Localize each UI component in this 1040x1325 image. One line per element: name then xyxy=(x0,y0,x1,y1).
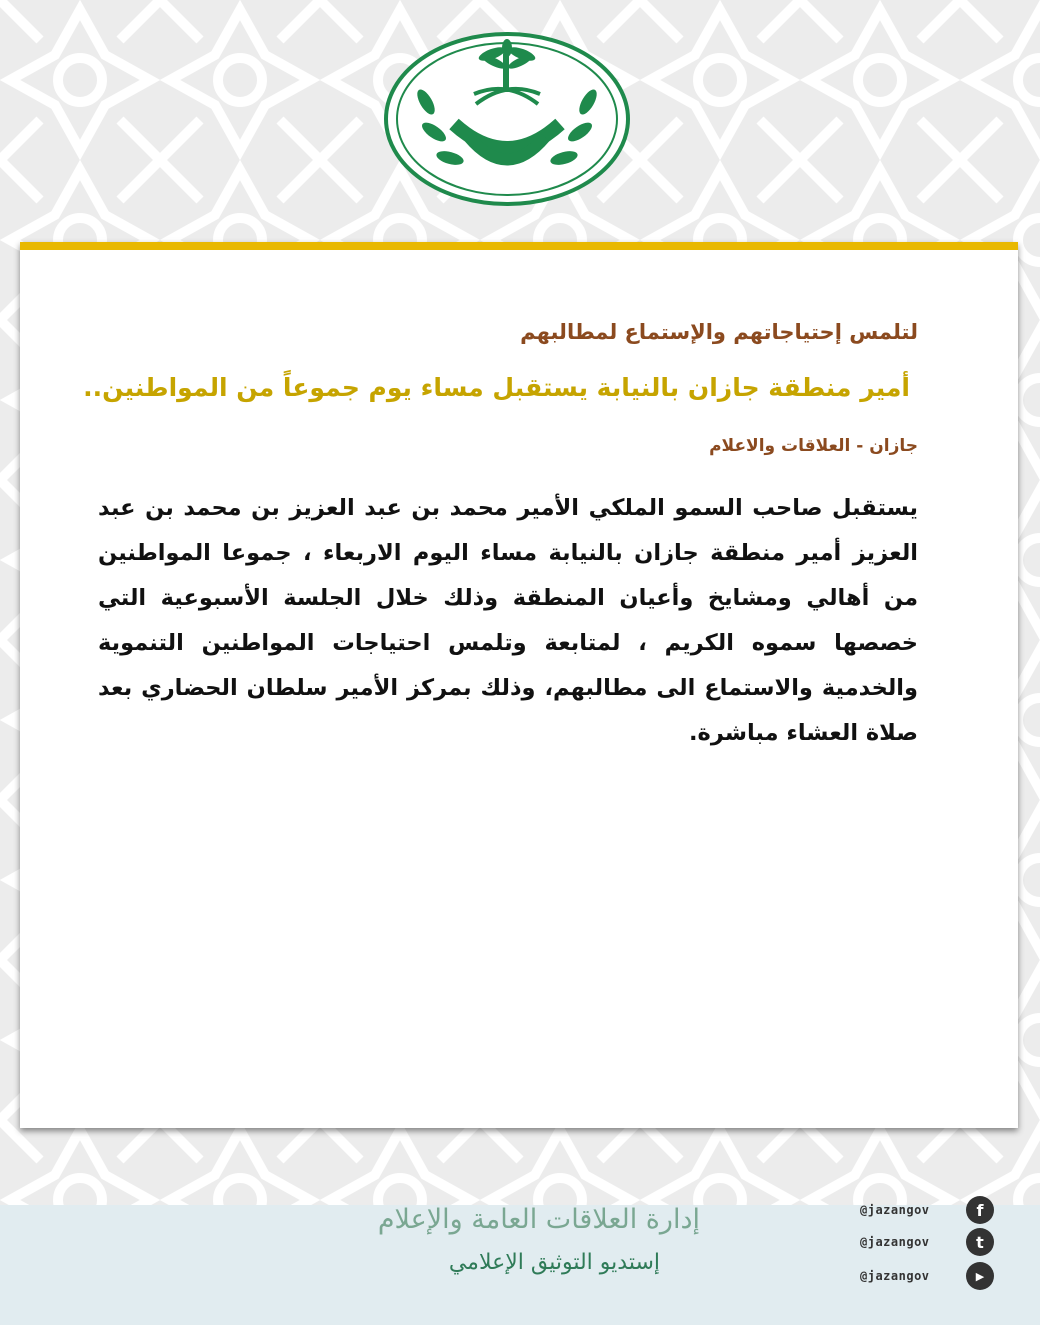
social-handle: @jazangov xyxy=(860,1235,930,1249)
news-headline: أمير منطقة جازان بالنيابة يستقبل مساء يوم جموعاً من المواطنين.. xyxy=(83,373,910,402)
facebook-icon: f xyxy=(966,1196,994,1224)
news-body: يستقبل صاحب السمو الملكي الأمير محمد بن عبد العزيز بن محمد بن عبد العزيز أمير منطقة جازان بالنيابة مساء اليوم الاربعاء ، جموعا المواطنين من أهالي ومشايخ وأعيان المنطقة وذلك خلال الجلسة الأسبوعية التي خصصها سموه الكريم ، لمتابعة وتلمس احتياجات المواطنين التنموية والخدمية والاستماع الى مطالبهم، وذلك بمركز الأمير سلطان الحضاري بعد صلاة العشاء مباشرة. xyxy=(98,495,918,746)
news-card xyxy=(20,242,1018,1128)
twitter-icon: t xyxy=(966,1228,994,1256)
department-name: إدارة العلاقات العامة والإعلام xyxy=(377,1204,700,1235)
ministry-emblem-logo xyxy=(384,32,630,207)
social-youtube[interactable] xyxy=(860,1262,1010,1290)
studio-name: إستديو التوثيق الإعلامي xyxy=(448,1250,660,1275)
social-twitter[interactable] xyxy=(860,1228,1010,1256)
youtube-icon: ▶ xyxy=(966,1262,994,1290)
social-handle: @jazangov xyxy=(860,1203,930,1217)
news-byline: جازان - العلاقات والاعلام xyxy=(709,436,918,456)
news-kicker: لتلمس إحتياجاتهم والإستماع لمطالبهم xyxy=(520,320,918,344)
social-handle: @jazangov xyxy=(860,1269,930,1283)
social-facebook[interactable] xyxy=(860,1196,1010,1224)
